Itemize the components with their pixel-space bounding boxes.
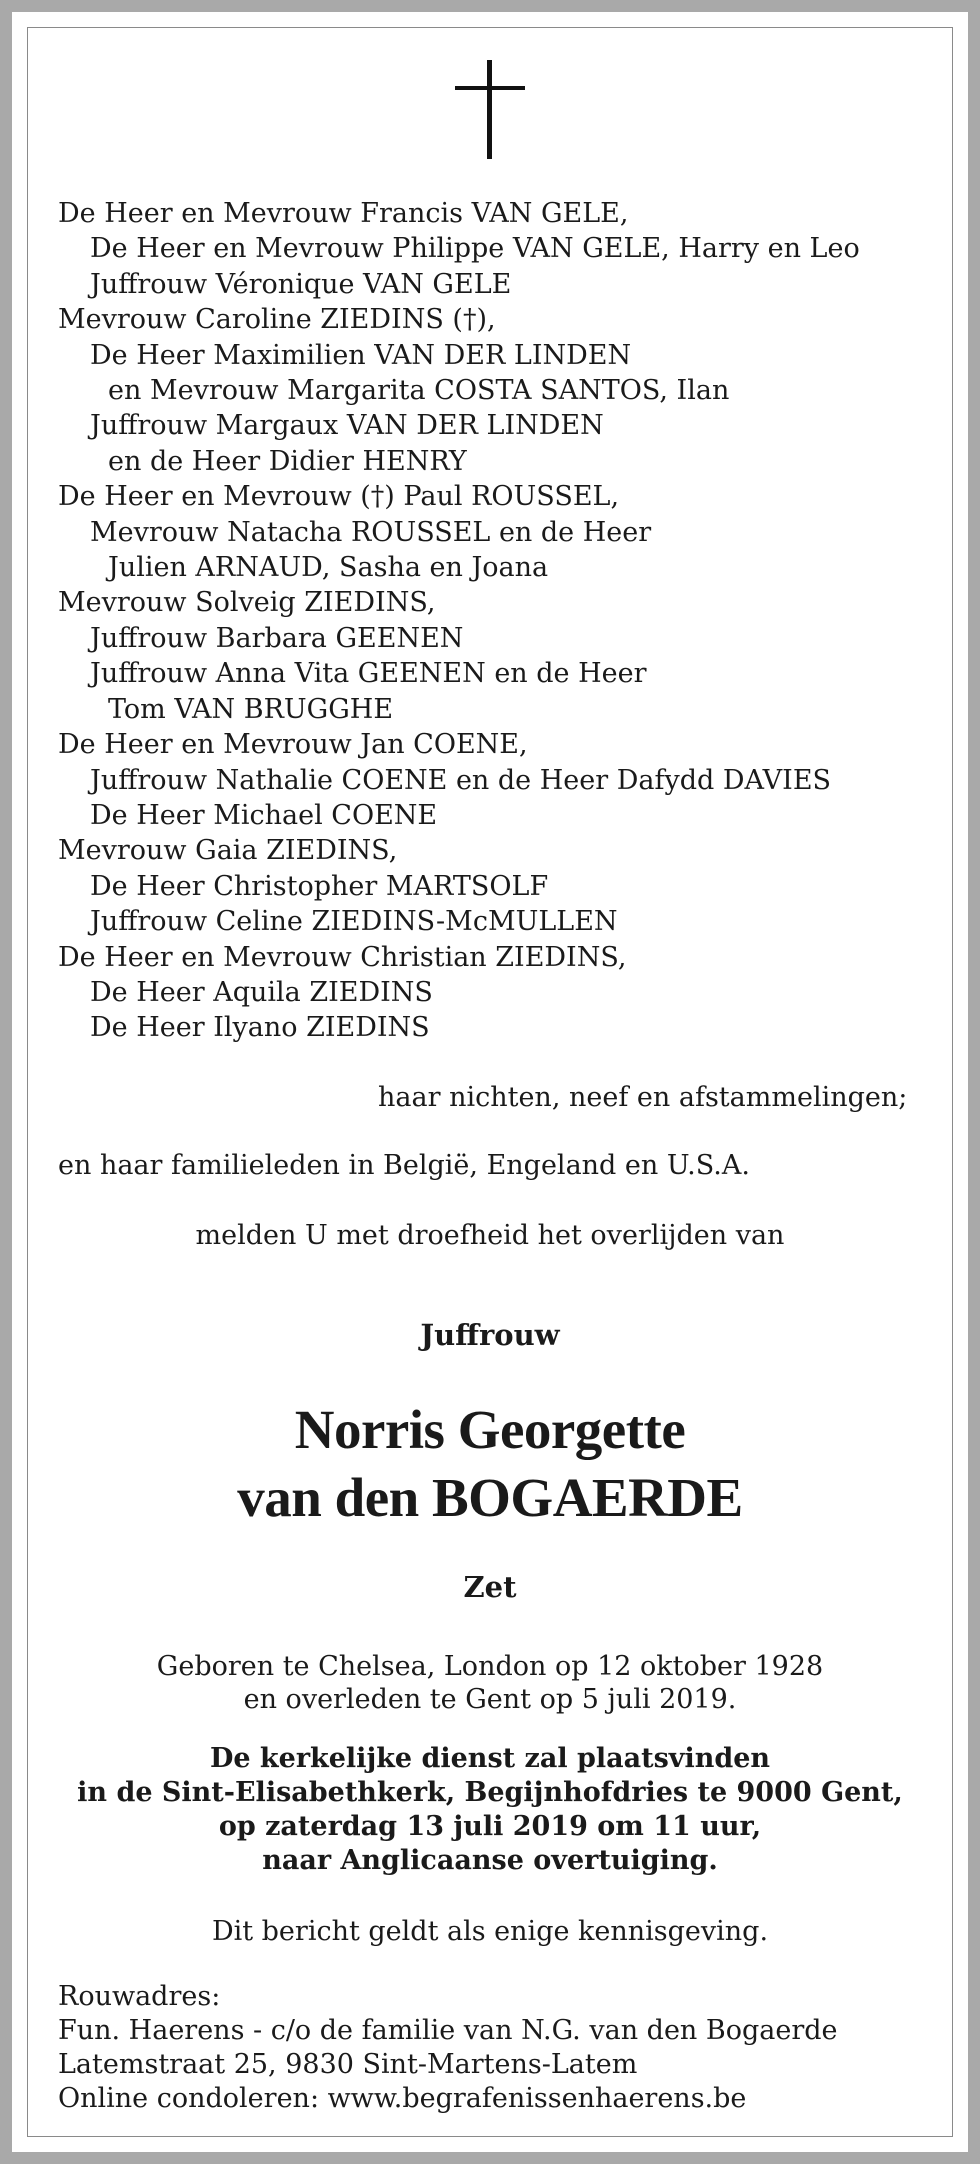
mourning-address [58, 1980, 838, 2116]
family-line: De Heer en Mevrouw Jan COENE, [58, 729, 528, 761]
family-line: Mevrouw Solveig ZIEDINS, [58, 587, 436, 619]
family-line: Juffrouw Barbara GEENEN [90, 622, 464, 654]
deceased-nickname: Zet [463, 1570, 517, 1604]
birth-line: Geboren te Chelsea, London op 12 oktober 1928 [156, 1651, 824, 1682]
family-list [58, 196, 860, 1046]
family-line: De Heer en Mevrouw (†) Paul ROUSSEL, [58, 481, 620, 513]
family-line: De Heer Aquila ZIEDINS [90, 976, 433, 1008]
family-line: Juffrouw Celine ZIEDINS-McMULLEN [90, 906, 618, 938]
service-line3: op zaterdag 13 juli 2019 om 11 uur, [218, 1811, 762, 1842]
family-line: De Heer en Mevrouw Philippe VAN GELE, Harry en Leo [90, 233, 860, 265]
family-line: De Heer en Mevrouw Francis VAN GELE, [58, 198, 629, 229]
address-line3: Online condoleren: www.begrafenissenhaerens.be [58, 2083, 747, 2114]
family-line: De Heer en Mevrouw Christian ZIEDINS, [58, 941, 627, 973]
deceased-title: Juffrouw [420, 1318, 560, 1352]
notice-line: Dit bericht geldt als enige kennisgeving. [211, 1916, 769, 1947]
family-line: Mevrouw Natacha ROUSSEL en de Heer [90, 516, 652, 548]
deceased-name-line1: Norris Georgette [294, 1399, 686, 1460]
death-line: en overleden te Gent op 5 juli 2019. [243, 1684, 737, 1715]
family-line: Mevrouw Caroline ZIEDINS (†), [58, 304, 496, 336]
family-line: De Heer Ilyano ZIEDINS [90, 1012, 430, 1044]
family-line: en Mevrouw Margarita COSTA SANTOS, Ilan [108, 375, 730, 407]
announcement-line: melden U met droefheid het overlijden van [195, 1220, 785, 1251]
family-line: Juffrouw Véronique VAN GELE [90, 268, 512, 300]
family-line: Juffrouw Margaux VAN DER LINDEN [90, 410, 604, 442]
family-line: De Heer Michael COENE [90, 799, 438, 831]
cross-icon [450, 60, 530, 170]
family-line: en de Heer Didier HENRY [108, 445, 467, 477]
family-line: Julien ARNAUD, Sasha en Joana [108, 552, 549, 584]
deceased-name-line2: van den BOGAERDE [237, 1467, 743, 1528]
family-line: Mevrouw Gaia ZIEDINS, [58, 835, 398, 867]
address-line2: Latemstraat 25, 9830 Sint-Martens-Latem [58, 2049, 638, 2080]
family-abroad-line: en haar familieleden in België, Engeland en U.S.A. [58, 1150, 750, 1181]
relatives-line: haar nichten, neef en afstammelingen; [378, 1082, 908, 1113]
address-label: Rouwadres: [58, 1981, 221, 2012]
service-line1: De kerkelijke dienst zal plaatsvinden [209, 1743, 771, 1774]
address-line1: Fun. Haerens - c/o de familie van N.G. van den Bogaerde [58, 2015, 838, 2046]
family-line: Juffrouw Nathalie COENE en de Heer Dafydd DAVIES [90, 764, 832, 796]
family-line: De Heer Maximilien VAN DER LINDEN [90, 339, 632, 371]
service-line2: in de Sint-Elisabethkerk, Begijnhofdries te 9000 Gent, [77, 1777, 903, 1808]
family-line: Tom VAN BRUGGHE [108, 693, 394, 725]
family-line: De Heer Christopher MARTSOLF [90, 870, 549, 902]
family-line: Juffrouw Anna Vita GEENEN en de Heer [90, 658, 647, 690]
service-line4: naar Anglicaanse overtuiging. [262, 1845, 718, 1876]
